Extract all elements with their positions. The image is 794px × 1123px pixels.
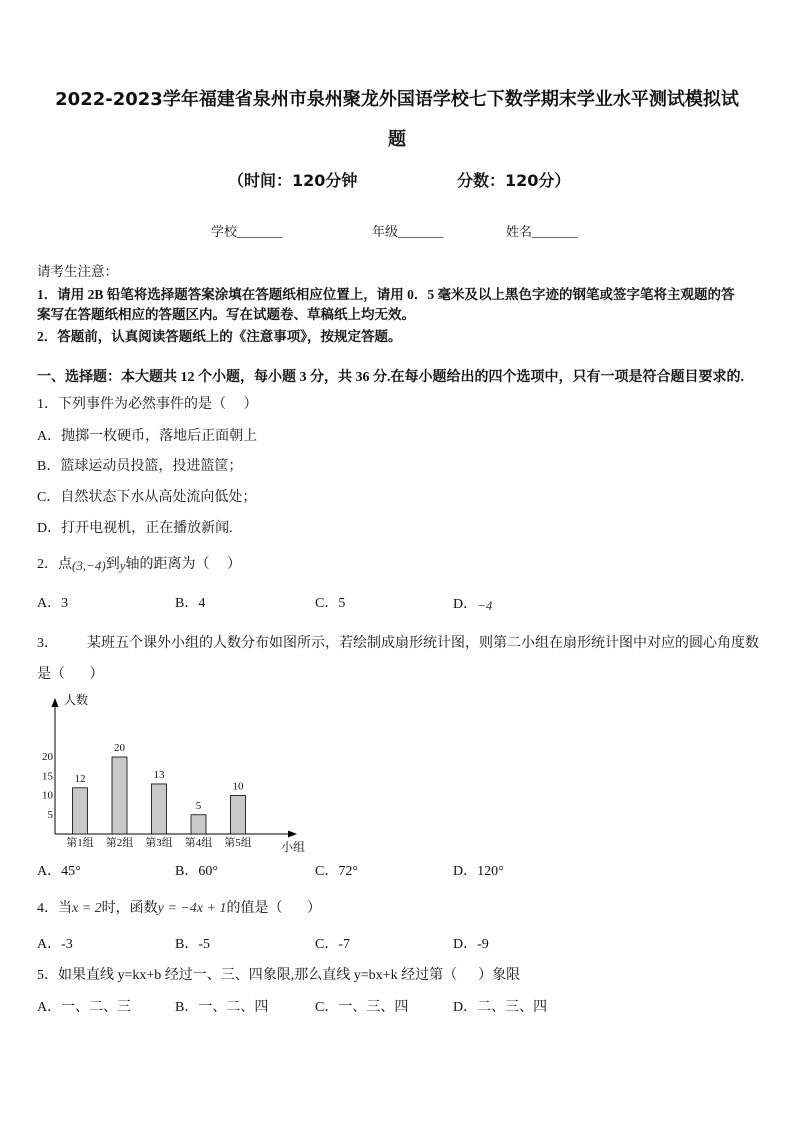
y-tick-label: 5 — [47, 808, 53, 821]
q2-option-d-label: D． — [453, 597, 478, 612]
bar-chart — [40, 690, 320, 860]
bar-value-label: 13 — [153, 768, 165, 781]
q4-suffix: 的值是（ ） — [226, 901, 321, 916]
q3-option-c: C．72° — [315, 864, 358, 879]
bar-value-label: 10 — [232, 780, 244, 793]
q3-option-b: B．60° — [175, 864, 218, 879]
q2-option-b: B．4 — [175, 596, 206, 611]
q3-option-a: A．45° — [37, 864, 81, 879]
q5-option-b: B．一、二、四 — [175, 1000, 269, 1015]
x-category-label: 第3组 — [145, 837, 173, 849]
q1-option-d: D．打开电视机，正在播放新闻. — [37, 521, 233, 536]
q1-option-b: B．篮球运动员投篮，投进篮筐； — [37, 459, 243, 474]
q5-stem: 5．如果直线 y=kx+b 经过一、三、四象限,那么直线 y=bx+k 经过第（ ）象限 — [37, 968, 521, 983]
q2-stem — [37, 555, 241, 573]
grade-field: 年级_______ — [372, 224, 444, 239]
y-axis-label: 人数 — [64, 693, 89, 707]
q3-stem-line-1: 某班五个课外小组的人数分布如图所示，若绘制成扇形统计图，则第二小组在扇形统计图中对应的圆心角度数 — [87, 636, 759, 651]
q4-option-d: D．-9 — [453, 937, 489, 952]
x-category-label: 第5组 — [224, 837, 252, 849]
q2-option-d — [453, 595, 492, 613]
q2-mid: 到 — [105, 557, 120, 572]
notice-heading: 请考生注意： — [37, 264, 118, 279]
q2-option-d-value: −4 — [477, 598, 493, 613]
q4-option-b: B．-5 — [175, 937, 210, 952]
exam-time: （时间：120分钟 — [228, 171, 358, 190]
bar-group-3 — [152, 784, 167, 834]
q1-option-a: A．抛掷一枚硬币，落地后正面朝上 — [37, 429, 258, 444]
notice-item-2: 2．答题前，认真阅读答题纸上的《注意事项》，按规定答题。 — [37, 329, 402, 344]
notice-item-1-line-1: 1．请用 2B 铅笔将选择题答案涂填在答题纸相应位置上，请用 0．5 毫米及以上黑色字迹的钢笔或签字笔将主观题的答 — [37, 287, 735, 302]
q1-option-c: C．自然状态下水从高处流向低处； — [37, 490, 257, 505]
school-field: 学校_______ — [211, 224, 283, 239]
name-field: 姓名_______ — [506, 224, 578, 239]
q2-point: (3,−4) — [72, 558, 106, 573]
x-axis-label: 小组 — [281, 840, 306, 854]
q4-option-c: C．-7 — [315, 937, 350, 952]
q4-expr-2: y = −4x + 1 — [157, 901, 227, 916]
exam-title-line-2: 题 — [388, 129, 406, 150]
y-tick-label: 10 — [42, 789, 53, 802]
notice-item-1-line-2: 案写在答题纸相应的答题区内。写在试题卷、草稿纸上均无效。 — [37, 307, 415, 322]
q2-option-a: A．3 — [37, 596, 69, 611]
y-tick-label: 15 — [42, 770, 53, 783]
x-axis-arrow — [288, 831, 297, 838]
bar-group-1 — [73, 788, 88, 834]
exam-title-line-1: 2022-2023学年福建省泉州市泉州聚龙外国语学校七下数学期末学业水平测试模拟试 — [55, 89, 739, 110]
x-category-label: 第2组 — [105, 837, 134, 849]
q3-number: 3． — [37, 636, 58, 651]
q3-stem-line-2: 是（ ） — [37, 667, 104, 682]
q3-option-d: D．120° — [453, 864, 504, 879]
bar-group-2 — [112, 757, 127, 834]
q5-option-a: A．一、二、三 — [37, 1000, 132, 1015]
q1-stem: 1．下列事件为必然事件的是（ ） — [37, 397, 258, 412]
q4-option-a: A．-3 — [37, 937, 73, 952]
q4-expr-1: x = 2 — [72, 901, 102, 916]
bar-value-label: 20 — [114, 742, 125, 754]
q4-stem — [37, 900, 321, 917]
q2-suffix: 轴的距离为（ ） — [125, 557, 241, 572]
q2-option-c: C．5 — [315, 596, 346, 611]
section-heading: 一、选择题：本大题共 12 个小题，每小题 3 分，共 36 分.在每小题给出的四个选项中，只有一项是符合题目要求的. — [37, 370, 744, 385]
q5-option-c: C．一、三、四 — [315, 1000, 409, 1015]
bar-group-5 — [231, 796, 246, 835]
bar-value-label: 12 — [74, 772, 86, 785]
y-tick-label: 20 — [42, 751, 53, 763]
q4-mid: 时，函数 — [101, 901, 158, 916]
chart-marks — [42, 742, 252, 849]
q5-option-d: D．二、三、四 — [453, 1000, 548, 1015]
exam-score: 分数：120分） — [457, 171, 571, 190]
y-axis-arrow — [52, 698, 59, 707]
q4-prefix: 4．当 — [37, 901, 72, 916]
q2-prefix: 2．点 — [37, 557, 72, 572]
q2-axis: y — [119, 558, 126, 573]
bar-group-4 — [191, 815, 206, 834]
x-category-label: 第1组 — [66, 837, 94, 849]
x-category-label: 第4组 — [184, 837, 213, 849]
bar-value-label: 5 — [195, 799, 202, 812]
